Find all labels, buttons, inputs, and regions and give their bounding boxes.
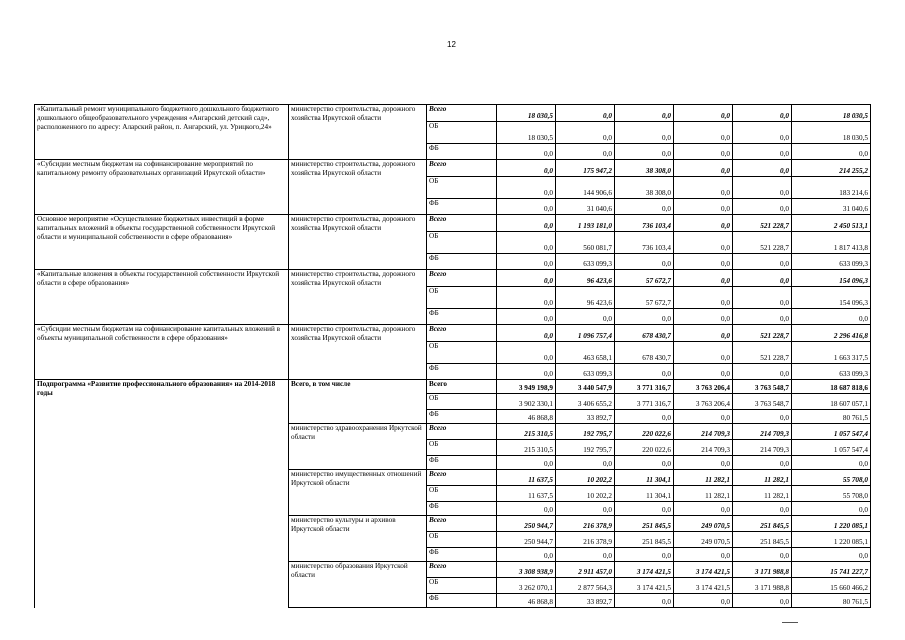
- year-value: 2 877 564,3: [556, 578, 615, 594]
- executor: министерство строительства, дорожного хозяйства Иркутской области: [289, 270, 427, 325]
- funding-type-ob: ОБ: [427, 578, 497, 594]
- year-value: 3 771 316,7: [615, 380, 674, 394]
- executor: министерство строительства, дорожного хозяйства Иркутской области: [289, 105, 427, 160]
- year-value: 0,0: [733, 456, 792, 470]
- year-value: 0,0: [497, 199, 556, 215]
- year-value: 633 099,3: [556, 364, 615, 380]
- year-value: 11 637,5: [497, 486, 556, 502]
- measure-description: «Капитальный ремонт муниципального бюджетного дошкольного бюджетного дошкольного общеобразовательного учреждения «Ангарский детский сад», расположенного по адресу: Аларский район, п. Ангарский, ул. Урицкого,24»: [35, 105, 289, 160]
- funding-type-fb: ФБ: [427, 456, 497, 470]
- year-value: 0,0: [733, 309, 792, 325]
- year-value: 0,0: [674, 594, 733, 608]
- total-value: 31 040,6: [792, 199, 871, 215]
- year-value: 0,0: [556, 456, 615, 470]
- year-value: 249 070,5: [674, 516, 733, 532]
- total-value: 633 099,3: [792, 364, 871, 380]
- year-value: 0,0: [733, 502, 792, 516]
- year-value: 0,0: [674, 548, 733, 562]
- table-row: [35, 380, 871, 394]
- funding-type-fb: ФБ: [427, 502, 497, 516]
- year-value: 0,0: [733, 254, 792, 270]
- table-row: [35, 160, 871, 177]
- funding-type-ob: ОБ: [427, 394, 497, 410]
- year-value: 3 171 988,8: [733, 562, 792, 578]
- funding-type-fb: ФБ: [427, 199, 497, 215]
- year-value: 0,0: [497, 309, 556, 325]
- year-value: 3 406 655,2: [556, 394, 615, 410]
- year-value: 192 795,7: [556, 440, 615, 456]
- year-value: 96 423,6: [556, 287, 615, 309]
- year-value: 96 423,6: [556, 270, 615, 287]
- funding-type-total: Всего: [427, 470, 497, 486]
- year-value: 3 171 988,8: [733, 578, 792, 594]
- year-value: 0,0: [497, 364, 556, 380]
- year-value: 0,0: [674, 122, 733, 144]
- year-value: 249 070,5: [674, 532, 733, 548]
- year-value: 0,0: [556, 144, 615, 160]
- year-value: 0,0: [733, 548, 792, 562]
- total-value: 1 057 547,4: [792, 440, 871, 456]
- year-value: 0,0: [674, 144, 733, 160]
- year-value: 38 308,0: [615, 177, 674, 199]
- year-value: 46 868,8: [497, 594, 556, 608]
- measure-description: «Субсидии местным бюджетам на софинансирование мероприятий по капитальному ремонту образовательных организаций Иркутской области»: [35, 160, 289, 215]
- year-value: 192 795,7: [556, 424, 615, 440]
- budget-table-body: [35, 105, 871, 608]
- total-value: 55 708,0: [792, 486, 871, 502]
- year-value: 46 868,8: [497, 410, 556, 424]
- year-value: 0,0: [674, 342, 733, 364]
- funding-type-ob: ОБ: [427, 122, 497, 144]
- year-value: 3 763 206,4: [674, 380, 733, 394]
- year-value: 0,0: [733, 364, 792, 380]
- funding-type-ob: ОБ: [427, 342, 497, 364]
- year-value: 0,0: [733, 160, 792, 177]
- year-value: 57 672,7: [615, 270, 674, 287]
- table-row: [35, 215, 871, 232]
- year-value: 463 658,1: [556, 342, 615, 364]
- page-number: 12: [447, 40, 456, 49]
- year-value: 175 947,2: [556, 160, 615, 177]
- year-value: 0,0: [497, 456, 556, 470]
- year-value: 0,0: [674, 177, 733, 199]
- year-value: 220 022,6: [615, 424, 674, 440]
- year-value: 0,0: [615, 144, 674, 160]
- funding-type-total: Всего: [427, 380, 497, 394]
- funding-type-ob: ОБ: [427, 440, 497, 456]
- total-value: 80 761,5: [792, 594, 871, 608]
- funding-type-total: Всего: [427, 516, 497, 532]
- year-value: 11 282,1: [733, 470, 792, 486]
- year-value: 736 103,4: [615, 232, 674, 254]
- year-value: 251 845,5: [615, 532, 674, 548]
- year-value: 3 174 421,5: [615, 562, 674, 578]
- year-value: 11 282,1: [674, 470, 733, 486]
- year-value: 3 949 198,9: [497, 380, 556, 394]
- year-value: 0,0: [497, 502, 556, 516]
- year-value: 214 709,3: [733, 440, 792, 456]
- year-value: 11 304,1: [615, 470, 674, 486]
- year-value: 0,0: [674, 160, 733, 177]
- year-value: 0,0: [615, 105, 674, 122]
- funding-type-fb: ФБ: [427, 364, 497, 380]
- year-value: 220 022,6: [615, 440, 674, 456]
- total-value: 2 450 513,1: [792, 215, 871, 232]
- total-value: 2 296 416,8: [792, 325, 871, 342]
- year-value: 3 174 421,5: [674, 562, 733, 578]
- year-value: 0,0: [615, 456, 674, 470]
- year-value: 0,0: [497, 270, 556, 287]
- funding-type-ob: ОБ: [427, 287, 497, 309]
- year-value: 0,0: [674, 232, 733, 254]
- funding-type-total: Всего: [427, 424, 497, 440]
- year-value: 0,0: [733, 199, 792, 215]
- year-value: 10 202,2: [556, 486, 615, 502]
- year-value: 0,0: [674, 502, 733, 516]
- total-value: 1 817 413,8: [792, 232, 871, 254]
- year-value: 0,0: [615, 254, 674, 270]
- year-value: 0,0: [733, 410, 792, 424]
- funding-type-total: Всего: [427, 160, 497, 177]
- funding-type-ob: ОБ: [427, 532, 497, 548]
- year-value: 0,0: [497, 144, 556, 160]
- year-value: 3 771 316,7: [615, 394, 674, 410]
- funding-type-fb: ФБ: [427, 144, 497, 160]
- year-value: 31 040,6: [556, 199, 615, 215]
- subprogram-title: Подпрограмма «Развитие профессионального образования» на 2014-2018 годы: [35, 380, 289, 608]
- year-value: 0,0: [556, 105, 615, 122]
- year-value: 250 944,7: [497, 532, 556, 548]
- year-value: 0,0: [733, 270, 792, 287]
- total-value: 0,0: [792, 502, 871, 516]
- total-value: 154 096,3: [792, 270, 871, 287]
- measure-description: «Капитальные вложения в объекты государственной собственности Иркутской области в сфере образования»: [35, 270, 289, 325]
- funding-type-total: Всего: [427, 215, 497, 232]
- funding-type-total: Всего: [427, 325, 497, 342]
- total-value: 1 220 085,1: [792, 516, 871, 532]
- year-value: 0,0: [674, 410, 733, 424]
- funding-type-fb: ФБ: [427, 548, 497, 562]
- year-value: 1 193 181,0: [556, 215, 615, 232]
- year-value: 3 763 548,7: [733, 380, 792, 394]
- funding-type-ob: ОБ: [427, 486, 497, 502]
- funding-type-total: Всего: [427, 270, 497, 287]
- year-value: 0,0: [497, 160, 556, 177]
- total-value: 0,0: [792, 144, 871, 160]
- table-row: [35, 105, 871, 122]
- funding-type-fb: ФБ: [427, 254, 497, 270]
- year-value: 0,0: [674, 105, 733, 122]
- executor: Всего, в том числе: [289, 380, 427, 424]
- year-value: 18 030,5: [497, 122, 556, 144]
- year-value: 0,0: [615, 122, 674, 144]
- year-value: 3 308 938,9: [497, 562, 556, 578]
- year-value: 11 637,5: [497, 470, 556, 486]
- year-value: 521 228,7: [733, 342, 792, 364]
- year-value: 3 174 421,5: [615, 578, 674, 594]
- measure-description: Основное мероприятие «Осуществление бюджетных инвестиций в форме капитальных вложений в объекты государственной собственности Иркутской области и муниципальной собственности в сфере образования»: [35, 215, 289, 270]
- executor: министерство культуры и архивов Иркутской области: [289, 516, 427, 562]
- year-value: 521 228,7: [733, 325, 792, 342]
- total-value: 55 708,0: [792, 470, 871, 486]
- funding-type-ob: ОБ: [427, 177, 497, 199]
- executor: министерство имущественных отношений Иркутской области: [289, 470, 427, 516]
- funding-type-total: Всего: [427, 105, 497, 122]
- total-value: 15 660 466,2: [792, 578, 871, 594]
- total-value: 0,0: [792, 548, 871, 562]
- funding-type-total: Всего: [427, 562, 497, 578]
- year-value: 0,0: [674, 270, 733, 287]
- year-value: 0,0: [497, 342, 556, 364]
- year-value: 10 202,2: [556, 470, 615, 486]
- total-value: 18 030,5: [792, 122, 871, 144]
- year-value: 0,0: [497, 325, 556, 342]
- total-value: 15 741 227,7: [792, 562, 871, 578]
- executor: министерство строительства, дорожного хозяйства Иркутской области: [289, 215, 427, 270]
- year-value: 0,0: [733, 144, 792, 160]
- year-value: 736 103,4: [615, 215, 674, 232]
- year-value: 2 911 457,0: [556, 562, 615, 578]
- year-value: 214 709,3: [733, 424, 792, 440]
- table-row: [35, 270, 871, 287]
- total-value: 154 096,3: [792, 287, 871, 309]
- executor: министерство строительства, дорожного хозяйства Иркутской области: [289, 325, 427, 380]
- year-value: 11 304,1: [615, 486, 674, 502]
- year-value: 0,0: [674, 309, 733, 325]
- executor: министерство здравоохранения Иркутской области: [289, 424, 427, 470]
- total-value: 1 663 317,5: [792, 342, 871, 364]
- total-value: 0,0: [792, 456, 871, 470]
- total-value: 633 099,3: [792, 254, 871, 270]
- year-value: 0,0: [674, 287, 733, 309]
- year-value: 251 845,5: [733, 532, 792, 548]
- year-value: 0,0: [497, 232, 556, 254]
- year-value: 0,0: [615, 594, 674, 608]
- year-value: 251 845,5: [615, 516, 674, 532]
- year-value: 0,0: [556, 122, 615, 144]
- measure-description: «Субсидии местным бюджетам на софинансирование капитальных вложений в объекты муниципальной собственности в сфере образования»: [35, 325, 289, 380]
- year-value: 214 709,3: [674, 424, 733, 440]
- executor: министерство строительства, дорожного хозяйства Иркутской области: [289, 160, 427, 215]
- year-value: 3 763 206,4: [674, 394, 733, 410]
- year-value: 521 228,7: [733, 215, 792, 232]
- year-value: 0,0: [733, 105, 792, 122]
- funding-type-fb: ФБ: [427, 410, 497, 424]
- year-value: 678 430,7: [615, 325, 674, 342]
- budget-table: [34, 104, 871, 608]
- total-value: 18 030,5: [792, 105, 871, 122]
- year-value: 251 845,5: [733, 516, 792, 532]
- year-value: 215 310,5: [497, 424, 556, 440]
- year-value: 250 944,7: [497, 516, 556, 532]
- year-value: 0,0: [497, 177, 556, 199]
- year-value: 0,0: [615, 410, 674, 424]
- total-value: 18 607 057,1: [792, 394, 871, 410]
- year-value: 0,0: [674, 456, 733, 470]
- year-value: 0,0: [733, 177, 792, 199]
- year-value: 0,0: [674, 254, 733, 270]
- year-value: 214 709,3: [674, 440, 733, 456]
- funding-type-fb: ФБ: [427, 594, 497, 608]
- year-value: 216 378,9: [556, 516, 615, 532]
- year-value: 11 282,1: [733, 486, 792, 502]
- year-value: 3 440 547,9: [556, 380, 615, 394]
- year-value: 11 282,1: [674, 486, 733, 502]
- year-value: 0,0: [615, 364, 674, 380]
- year-value: 0,0: [615, 548, 674, 562]
- year-value: 0,0: [497, 548, 556, 562]
- year-value: 0,0: [674, 199, 733, 215]
- year-value: 0,0: [733, 287, 792, 309]
- year-value: 33 892,7: [556, 410, 615, 424]
- total-value: 183 214,6: [792, 177, 871, 199]
- year-value: 678 430,7: [615, 342, 674, 364]
- year-value: 0,0: [733, 122, 792, 144]
- year-value: 38 308,0: [615, 160, 674, 177]
- year-value: 3 174 421,5: [674, 578, 733, 594]
- executor: министерство образования Иркутской области: [289, 562, 427, 608]
- year-value: 216 378,9: [556, 532, 615, 548]
- year-value: 3 902 330,1: [497, 394, 556, 410]
- year-value: 1 096 757,4: [556, 325, 615, 342]
- table-row: [35, 325, 871, 342]
- year-value: 0,0: [556, 548, 615, 562]
- funding-type-fb: ФБ: [427, 309, 497, 325]
- year-value: 3 763 548,7: [733, 394, 792, 410]
- year-value: 0,0: [556, 502, 615, 516]
- year-value: 560 081,7: [556, 232, 615, 254]
- year-value: 57 672,7: [615, 287, 674, 309]
- year-value: 0,0: [674, 215, 733, 232]
- year-value: 0,0: [674, 364, 733, 380]
- scan-mark: [782, 622, 798, 623]
- total-value: 0,0: [792, 309, 871, 325]
- total-value: 1 220 085,1: [792, 532, 871, 548]
- year-value: 0,0: [497, 254, 556, 270]
- year-value: 215 310,5: [497, 440, 556, 456]
- year-value: 0,0: [556, 309, 615, 325]
- year-value: 0,0: [615, 199, 674, 215]
- year-value: 33 892,7: [556, 594, 615, 608]
- total-value: 80 761,5: [792, 410, 871, 424]
- funding-type-ob: ОБ: [427, 232, 497, 254]
- year-value: 3 262 070,1: [497, 578, 556, 594]
- year-value: 0,0: [674, 325, 733, 342]
- year-value: 0,0: [733, 594, 792, 608]
- year-value: 144 906,6: [556, 177, 615, 199]
- year-value: 0,0: [615, 502, 674, 516]
- year-value: 0,0: [615, 309, 674, 325]
- year-value: 633 099,3: [556, 254, 615, 270]
- total-value: 214 255,2: [792, 160, 871, 177]
- year-value: 18 030,5: [497, 105, 556, 122]
- total-value: 18 687 818,6: [792, 380, 871, 394]
- year-value: 0,0: [497, 287, 556, 309]
- year-value: 0,0: [497, 215, 556, 232]
- total-value: 1 057 547,4: [792, 424, 871, 440]
- year-value: 521 228,7: [733, 232, 792, 254]
